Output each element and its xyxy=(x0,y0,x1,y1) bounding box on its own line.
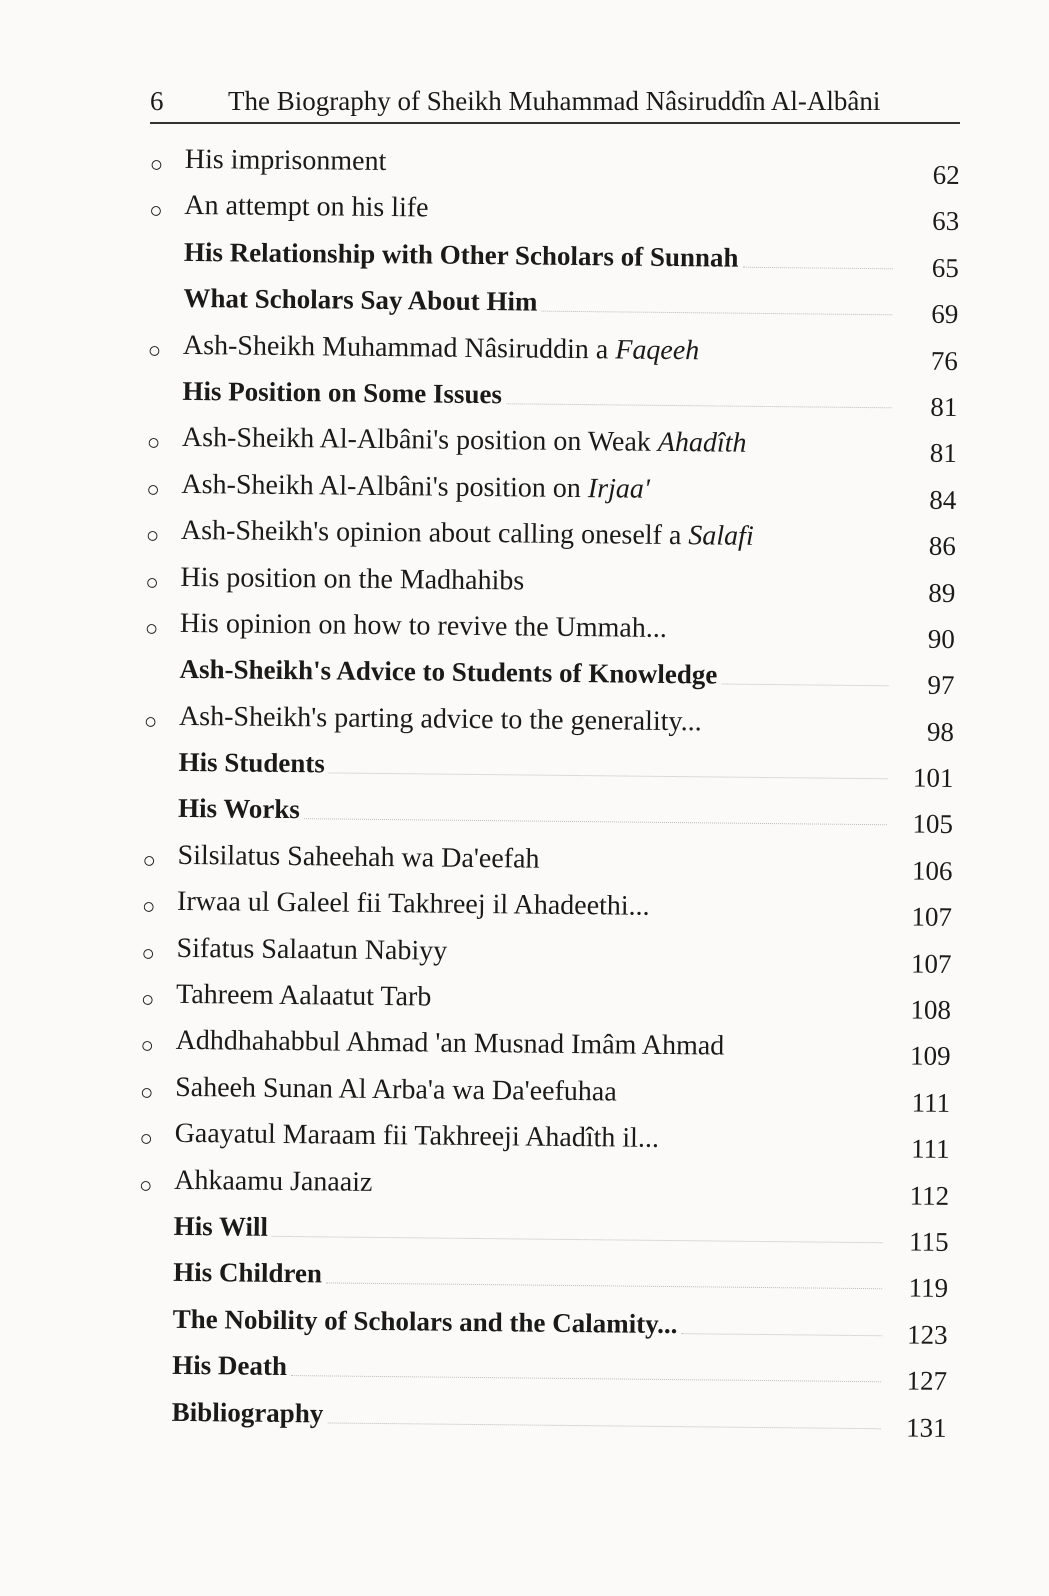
toc-entry-text: Ash-Sheikh Al-Albâni's position on Weak xyxy=(181,422,659,459)
toc-page-number: 111 xyxy=(910,1133,950,1165)
toc-entry-title xyxy=(183,283,541,318)
dot-leader xyxy=(432,193,893,222)
circle-bullet-icon: ○ xyxy=(149,151,164,177)
toc-page-number: 109 xyxy=(909,1040,951,1072)
toc-page-number: 123 xyxy=(906,1319,948,1350)
toc-entry-text: Tahreem Aalaatut Tarb xyxy=(175,978,432,1013)
toc-entry-text: His Will xyxy=(173,1210,269,1242)
toc-entry-text: His Works xyxy=(177,793,301,825)
dot-leader xyxy=(654,891,887,917)
toc-entry-text: Ash-Sheikh's opinion about calling oneself a xyxy=(180,514,689,552)
toc-entry-text: Sifatus Salaatun Nabiyy xyxy=(176,932,448,967)
toc-entry-title xyxy=(178,793,304,825)
toc-entry-title xyxy=(184,237,743,274)
dot-leader xyxy=(706,706,889,732)
dot-leader xyxy=(291,1351,881,1382)
table-of-contents xyxy=(131,143,960,1450)
toc-page-number: 81 xyxy=(929,438,958,469)
toc-entry-title xyxy=(172,1396,328,1429)
toc-entry-title xyxy=(180,608,671,645)
toc-entry-title xyxy=(181,515,758,553)
toc-entry-title xyxy=(173,1257,326,1290)
toc-entry-text: Silsilatus Saheehah wa Da'eefah xyxy=(177,839,540,875)
dot-leader xyxy=(541,287,892,316)
toc-entry-title xyxy=(177,840,543,876)
toc-entry-title xyxy=(179,654,721,691)
dot-leader xyxy=(376,1167,883,1196)
toc-page-number: 131 xyxy=(905,1412,947,1443)
toc-entry-italic-term: Faqeeh xyxy=(615,333,700,366)
toc-entry-text: An attempt on his life xyxy=(184,190,429,224)
toc-entry-title xyxy=(179,701,706,739)
dot-leader xyxy=(654,474,891,500)
toc-entry-text: His Death xyxy=(172,1349,288,1382)
circle-bullet-icon: ○ xyxy=(145,569,159,595)
toc-entry-title xyxy=(185,144,391,178)
circle-bullet-icon xyxy=(138,793,178,801)
toc-page-number: 89 xyxy=(928,577,956,608)
toc-page-number: 111 xyxy=(911,1087,951,1118)
toc-entry-title xyxy=(173,1304,682,1340)
toc-page-number: 105 xyxy=(912,809,954,840)
dot-leader xyxy=(451,935,886,964)
toc-page-number: 90 xyxy=(927,623,956,654)
toc-page-number: 108 xyxy=(910,994,952,1025)
circle-bullet-icon xyxy=(140,654,180,662)
dot-leader xyxy=(327,1398,881,1429)
circle-bullet-icon xyxy=(134,1210,174,1218)
running-title: The Biography of Sheikh Muhammad Nâsiruddîn Al-Albâni xyxy=(228,86,881,116)
toc-entry-title xyxy=(176,979,436,1014)
dot-leader xyxy=(543,844,886,872)
toc-page-number: 76 xyxy=(930,345,958,376)
dot-leader xyxy=(721,660,888,687)
toc-entry-text: Ash-Sheikh's Advice to Students of Knowledge xyxy=(179,654,718,690)
circle-bullet-icon: ○ xyxy=(146,476,160,502)
toc-entry-text: What Scholars Say About Him xyxy=(183,283,538,317)
toc-entry-title xyxy=(177,886,654,923)
toc-entry-title xyxy=(176,932,451,967)
toc-entry-title xyxy=(174,1164,377,1198)
page-number: 6 xyxy=(150,86,164,116)
toc-page-number: 107 xyxy=(910,948,952,979)
toc-page-number: 81 xyxy=(930,391,958,422)
circle-bullet-icon: ○ xyxy=(141,940,155,966)
dot-leader xyxy=(528,565,889,593)
circle-bullet-icon: ○ xyxy=(144,615,159,641)
toc-entry-text: Ash-Sheikh's parting advice to the generality... xyxy=(178,700,702,738)
circle-bullet-icon: ○ xyxy=(141,893,156,919)
dot-leader xyxy=(390,146,894,175)
dot-leader xyxy=(728,1031,885,1057)
toc-entry-text: Ahkaamu Janaaiz xyxy=(174,1164,373,1198)
toc-entry-text: His Children xyxy=(173,1257,323,1289)
circle-bullet-icon xyxy=(144,283,184,291)
dot-leader xyxy=(304,795,887,826)
toc-entry-italic-term: Ahadîth xyxy=(657,427,747,460)
toc-entry-title xyxy=(175,1118,664,1155)
circle-bullet-icon: ○ xyxy=(140,986,155,1012)
toc-entry-italic-term: Salafi xyxy=(688,520,754,552)
circle-bullet-icon: ○ xyxy=(139,1125,154,1151)
toc-entry-text: His Students xyxy=(178,746,326,779)
dot-leader xyxy=(272,1212,883,1243)
dot-leader xyxy=(750,428,891,453)
toc-entry xyxy=(131,1396,946,1451)
circle-bullet-icon: ○ xyxy=(139,1172,153,1198)
circle-bullet-icon: ○ xyxy=(139,1079,154,1105)
toc-page-number: 62 xyxy=(932,159,960,190)
toc-entry-text: Ash-Sheikh Muhammad Nâsiruddin a xyxy=(182,329,616,365)
dot-leader xyxy=(621,1076,885,1103)
toc-page-number: 127 xyxy=(906,1365,948,1397)
toc-page-number: 86 xyxy=(928,530,957,562)
circle-bullet-icon xyxy=(144,236,184,244)
running-header xyxy=(150,82,960,124)
toc-page-number: 115 xyxy=(908,1226,949,1257)
circle-bullet-icon: ○ xyxy=(142,847,156,873)
circle-bullet-icon xyxy=(143,375,183,383)
toc-entry-text: Adhdhahabbul Ahmad 'an Musnad Imâm Ahmad xyxy=(175,1025,725,1063)
toc-entry-text: Gaayatul Maraam fii Takhreeji Ahadîth il... xyxy=(174,1118,660,1155)
circle-bullet-icon: ○ xyxy=(149,197,163,224)
dot-leader xyxy=(435,982,885,1011)
toc-page-number: 98 xyxy=(926,716,955,747)
dot-leader xyxy=(703,335,892,361)
toc-entry xyxy=(137,886,952,941)
circle-bullet-icon xyxy=(132,1350,172,1358)
toc-page-number: 112 xyxy=(909,1180,950,1211)
circle-bullet-icon: ○ xyxy=(143,708,158,734)
toc-page-number: 101 xyxy=(912,762,954,794)
toc-entry-title xyxy=(178,747,329,780)
toc-entry-text: Saheeh Sunan Al Arba'a wa Da'eefuhaa xyxy=(175,1071,617,1108)
dot-leader xyxy=(671,613,889,639)
circle-bullet-icon: ○ xyxy=(146,429,161,455)
toc-entry-text: Bibliography xyxy=(171,1396,324,1428)
dot-leader xyxy=(329,749,888,780)
toc-entry-title xyxy=(175,1025,728,1063)
toc-entry-text: Irwaa ul Galeel fii Takhreej il Ahadeethi... xyxy=(176,886,650,923)
dot-leader xyxy=(663,1123,884,1149)
toc-entry-title xyxy=(183,329,704,366)
toc-page-number: 63 xyxy=(932,206,960,237)
circle-bullet-icon: ○ xyxy=(147,337,162,363)
toc-entry-text: The Nobility of Scholars and the Calamity... xyxy=(172,1303,678,1339)
dot-leader xyxy=(506,379,892,408)
circle-bullet-icon xyxy=(133,1257,173,1265)
circle-bullet-icon: ○ xyxy=(145,522,160,548)
dot-leader xyxy=(681,1309,881,1336)
toc-entry-text: His Position on Some Issues xyxy=(182,375,503,410)
toc-page-number: 97 xyxy=(927,669,955,701)
dot-leader xyxy=(758,521,890,546)
toc-page-number: 107 xyxy=(911,901,953,933)
toc-page-number: 69 xyxy=(931,298,959,330)
circle-bullet-icon: ○ xyxy=(140,1032,155,1059)
toc-page-number: 65 xyxy=(931,252,959,283)
circle-bullet-icon xyxy=(139,747,179,755)
toc-entry-text: His imprisonment xyxy=(184,143,387,177)
toc-page-number: 119 xyxy=(908,1272,949,1304)
toc-entry-title xyxy=(181,469,654,506)
circle-bullet-icon xyxy=(132,1396,172,1404)
toc-entry-text: His opinion on how to revive the Ummah... xyxy=(179,607,667,644)
dot-leader xyxy=(742,243,893,270)
toc-entry-text: His Relationship with Other Scholars of Sunnah xyxy=(183,236,739,273)
toc-entry-title xyxy=(182,422,751,460)
dot-leader xyxy=(326,1259,882,1290)
circle-bullet-icon xyxy=(133,1303,173,1311)
toc-entry-title xyxy=(174,1211,273,1243)
toc-entry-title xyxy=(184,190,433,225)
toc-entry-title xyxy=(182,376,506,410)
toc-entry-text: His position on the Madhahibs xyxy=(180,561,525,596)
toc-page-number: 84 xyxy=(929,484,957,515)
toc-entry-italic-term: Irjaa' xyxy=(587,472,651,505)
toc-entry-text: Ash-Sheikh Al-Albâni's position on xyxy=(181,468,589,504)
toc-page-number: 106 xyxy=(911,855,953,886)
toc-entry-title xyxy=(172,1350,291,1382)
toc-entry-title xyxy=(180,561,528,597)
toc-entry-title xyxy=(175,1072,621,1109)
